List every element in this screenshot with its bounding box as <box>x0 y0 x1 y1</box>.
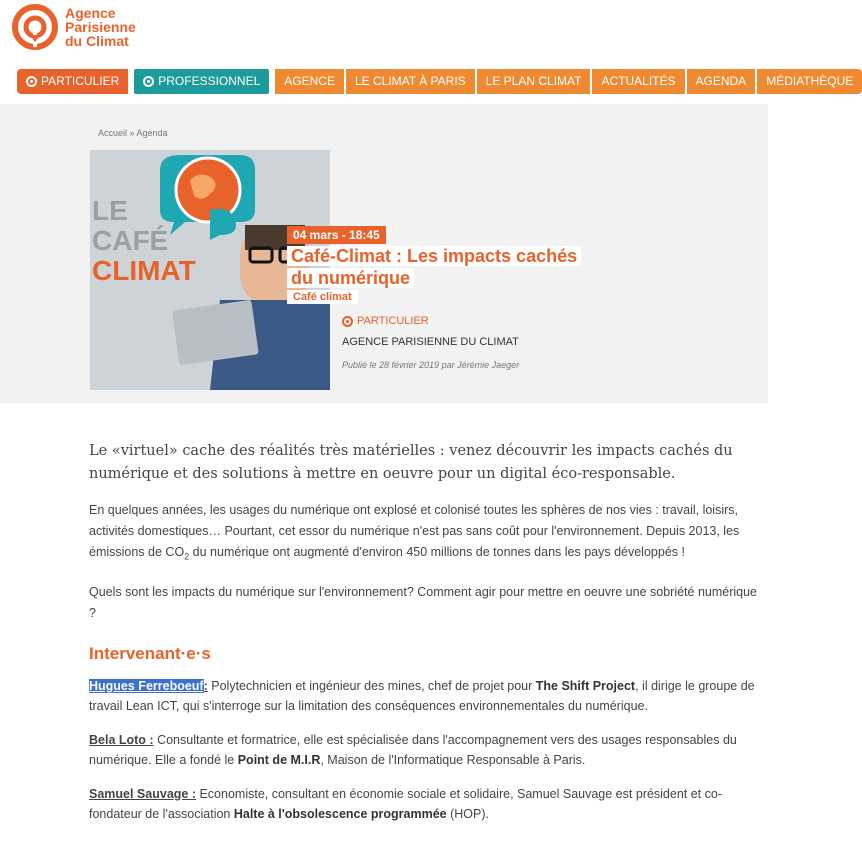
lead-paragraph: Le «virtuel» cache des réalités très matérielles : venez découvrir les impacts cachés du numérique et des solutions à mettre en oeuvre pour un digital éco-responsable. <box>89 443 733 482</box>
target-icon <box>342 316 353 327</box>
nav-agenda[interactable]: AGENDA <box>687 69 756 94</box>
nav-particulier-label: PARTICULIER <box>41 74 120 88</box>
speaker-entry <box>89 676 764 716</box>
logo-icon <box>10 2 60 52</box>
logo-line-2: Parisienne <box>65 19 136 35</box>
published-info: Publié le 28 février 2019 par Jérémie Jaeger <box>342 360 520 370</box>
event-content <box>89 440 764 838</box>
breadcrumb[interactable]: Accueil » Agenda <box>98 128 168 138</box>
speaker-entry <box>89 784 764 824</box>
speaker-text-b: , il dirige le groupe de travail Lean ICT, qui s'interroge sur la limitation des conséquences environnementales du numérique. <box>89 678 755 713</box>
site-logo[interactable] <box>10 2 136 52</box>
nav-climat-paris[interactable]: LE CLIMAT À PARIS <box>346 69 475 94</box>
question-paragraph: Quels sont les impacts du numérique sur l'environnement? Comment agir pour mettre en oeuvre une sobriété numérique ? <box>89 584 758 620</box>
image-text-climat: CLIMAT <box>92 255 196 286</box>
event-hero <box>0 104 768 403</box>
speaker-name[interactable]: Bela Loto : <box>89 732 154 747</box>
target-icon <box>26 76 37 87</box>
audience-tag[interactable] <box>342 315 429 327</box>
nav-agence[interactable]: AGENCE <box>275 69 344 94</box>
logo-text <box>65 6 136 48</box>
nav-particulier[interactable] <box>17 69 128 94</box>
nav-professionnel[interactable] <box>134 69 269 94</box>
event-title <box>287 245 597 289</box>
speaker-name-separator: : <box>203 678 208 693</box>
co2-subscript: 2 <box>184 551 190 562</box>
speaker-entry <box>89 730 764 770</box>
speaker-org: The Shift Project <box>535 678 636 693</box>
image-text-le: LE <box>92 195 128 226</box>
intro-text-b: du numérique ont augmenté d'environ 450 millions de tonnes dans les pays développés ! <box>189 545 685 559</box>
speaker-text-b: , Maison de l'Informatique Responsable à Paris. <box>320 752 586 767</box>
speaker-org: Point de M.I.R <box>237 752 321 767</box>
logo-line-3: du Climat <box>65 33 129 49</box>
speaker-name[interactable]: Samuel Sauvage : <box>89 786 196 801</box>
nav-professionnel-label: PROFESSIONNEL <box>158 74 261 88</box>
nav-actualites[interactable]: ACTUALITÉS <box>592 69 684 94</box>
speaker-text-b: (HOP). <box>446 806 489 821</box>
speaker-text-a: Consultante et formatrice, elle est spécialisée dans l'accompagnement vers des usages responsables du numérique. Elle a fondé le <box>89 732 737 767</box>
event-date: 04 mars - 18:45 <box>287 226 386 244</box>
event-title-line-2: du numérique <box>287 268 414 288</box>
intro-paragraph <box>89 500 764 568</box>
audience-tag-label: PARTICULIER <box>357 315 429 327</box>
nav-plan-climat[interactable]: LE PLAN CLIMAT <box>477 69 591 94</box>
speaker-text-a: Economiste, consultant en économie sociale et solidaire, Samuel Sauvage est président et co-fondateur de l'association <box>89 786 722 821</box>
speaker-name[interactable]: Hugues Ferreboeuf <box>89 678 204 693</box>
target-icon <box>143 76 154 87</box>
nav-mediatheque[interactable]: MÉDIATHÈQUE <box>757 69 862 94</box>
image-text-cafe: CAFÉ <box>92 225 169 256</box>
event-organizer: AGENCE PARISIENNE DU CLIMAT <box>342 336 519 348</box>
event-category[interactable]: Café climat <box>287 290 358 304</box>
main-nav <box>17 69 862 94</box>
speakers-title: Intervenant·e·s <box>89 643 211 663</box>
speaker-text-a: Polytechnicien et ingénieur des mines, chef de projet pour <box>207 678 536 693</box>
event-title-line-1: Café-Climat : Les impacts cachés <box>287 246 581 266</box>
logo-line-1: Agence <box>65 5 116 21</box>
intro-text-a: En quelques années, les usages du numérique ont explosé et colonisé toutes les sphères de nos vies : travail, loisirs, activités domestiques… Pourtant, cet essor du numérique n'est pas sans coût pour l'environnement. Depuis 2013, les émissions de CO <box>89 503 740 559</box>
speaker-org: Halte à l'obsolescence programmée <box>233 806 447 821</box>
